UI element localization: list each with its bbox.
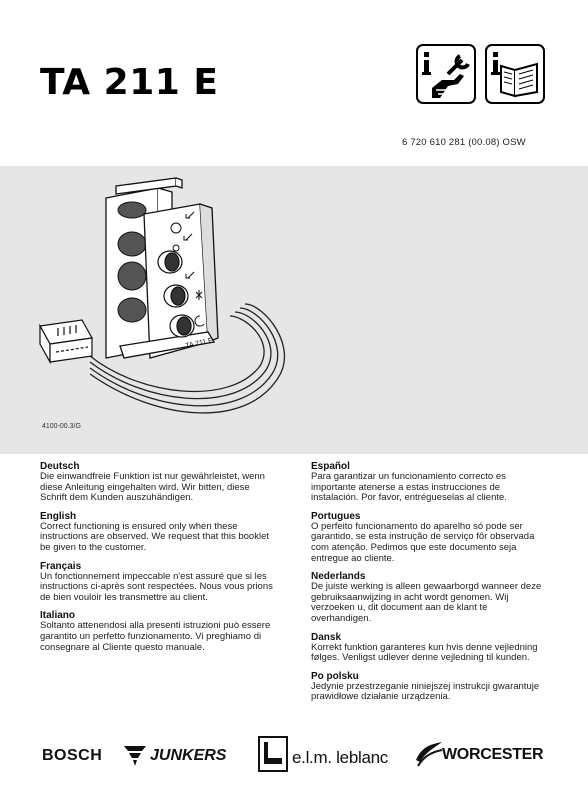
language-block-deutsch — [40, 461, 276, 504]
language-heading: Deutsch — [40, 461, 80, 472]
bosch-logo: BOSCH — [42, 747, 103, 764]
elm-leblanc-emblem-icon — [258, 736, 288, 772]
language-text: Soltanto attenendosi alla presenti istruzioni può essere garantito un perfetto funzionamento. Vi preghiamo di consegnare al Cliente questo manuale. — [40, 620, 271, 653]
brand-logo-row — [0, 730, 588, 780]
language-heading: Italiano — [40, 610, 76, 622]
document-number: 6 720 610 281 (00.08) OSW — [402, 137, 526, 148]
elm-leblanc-wordmark: e.l.m. leblanc — [292, 748, 388, 767]
junkers-emblem-icon — [122, 742, 148, 768]
language-column-left — [40, 461, 276, 660]
language-block-italiano — [40, 610, 276, 653]
worcester-wordmark: WORCESTER — [442, 746, 544, 763]
language-heading: Español — [311, 461, 350, 472]
language-block-francais — [40, 561, 276, 604]
language-heading: Po polsku — [311, 670, 359, 682]
figure-reference: 4100-00.3/G — [42, 423, 81, 430]
language-block-portugues — [311, 511, 547, 564]
user-manual-info-icon — [485, 44, 545, 104]
junkers-wordmark: JUNKERS — [150, 747, 227, 764]
service-info-icon — [416, 44, 476, 104]
language-text: De juiste werking is alleen gewaarborgd wanneer deze gebruiksaanwijzing in acht wordt genomen. Wij verzoeken u, dit document aan de klant te overhandigen. — [311, 581, 542, 624]
elm-leblanc-logo — [258, 736, 398, 772]
language-block-nederlands — [311, 571, 547, 624]
language-heading: Portugues — [311, 510, 361, 522]
language-text: Un fonctionnement impeccable n'est assuré que si les instructions ci-après sont respectées. Nous vous prions de bien vouloir les transmettre au client. — [40, 570, 273, 603]
language-text: Korrekt funktion garanteres kun hvis denne vejledning følges. Venligst udlever denne vejledning til kunden. — [311, 641, 538, 664]
language-text: O perfeito funcionamento do aparelho só pode ser garantido, se esta instrução de serviço fôr observada com atenção. Pedimos que este documento seja entregue ao cliente. — [311, 520, 535, 564]
worcester-swoosh-icon — [414, 738, 444, 768]
language-text: Correct functioning is ensured only when these instructions are observed. We request that this booklet be given to the customer. — [40, 520, 270, 553]
language-block-english — [40, 511, 276, 554]
junkers-logo — [122, 742, 236, 768]
language-column-right — [311, 461, 547, 710]
language-block-dansk — [311, 632, 547, 664]
language-heading: English — [40, 510, 77, 522]
language-text: Jedynie przestrzeganie niniejszej instrukcji gwarantuje prawidłowe działanie urządzenia. — [311, 680, 540, 703]
worcester-logo — [414, 738, 544, 770]
language-heading: Français — [40, 560, 82, 572]
language-heading: Nederlands — [311, 571, 366, 583]
language-block-espanol — [311, 461, 547, 504]
language-text: Para garantizar un funcionamiento correcto es importante atenerse a estas instrucciones de instalación. Por favor, entrégueselas al cliente. — [311, 471, 507, 504]
language-block-polski — [311, 671, 547, 703]
document-title: TA 211 E — [40, 62, 219, 103]
device-label: TA 211 E — [184, 337, 214, 350]
product-illustration — [0, 166, 588, 454]
language-text: Die einwandfreie Funktion ist nur gewährleistet, wenn diese Anleitung eingehalten wird. Wir bitten, diese Schrift dem Kunden auszuhändigen. — [40, 471, 265, 504]
language-heading: Dansk — [311, 631, 342, 643]
